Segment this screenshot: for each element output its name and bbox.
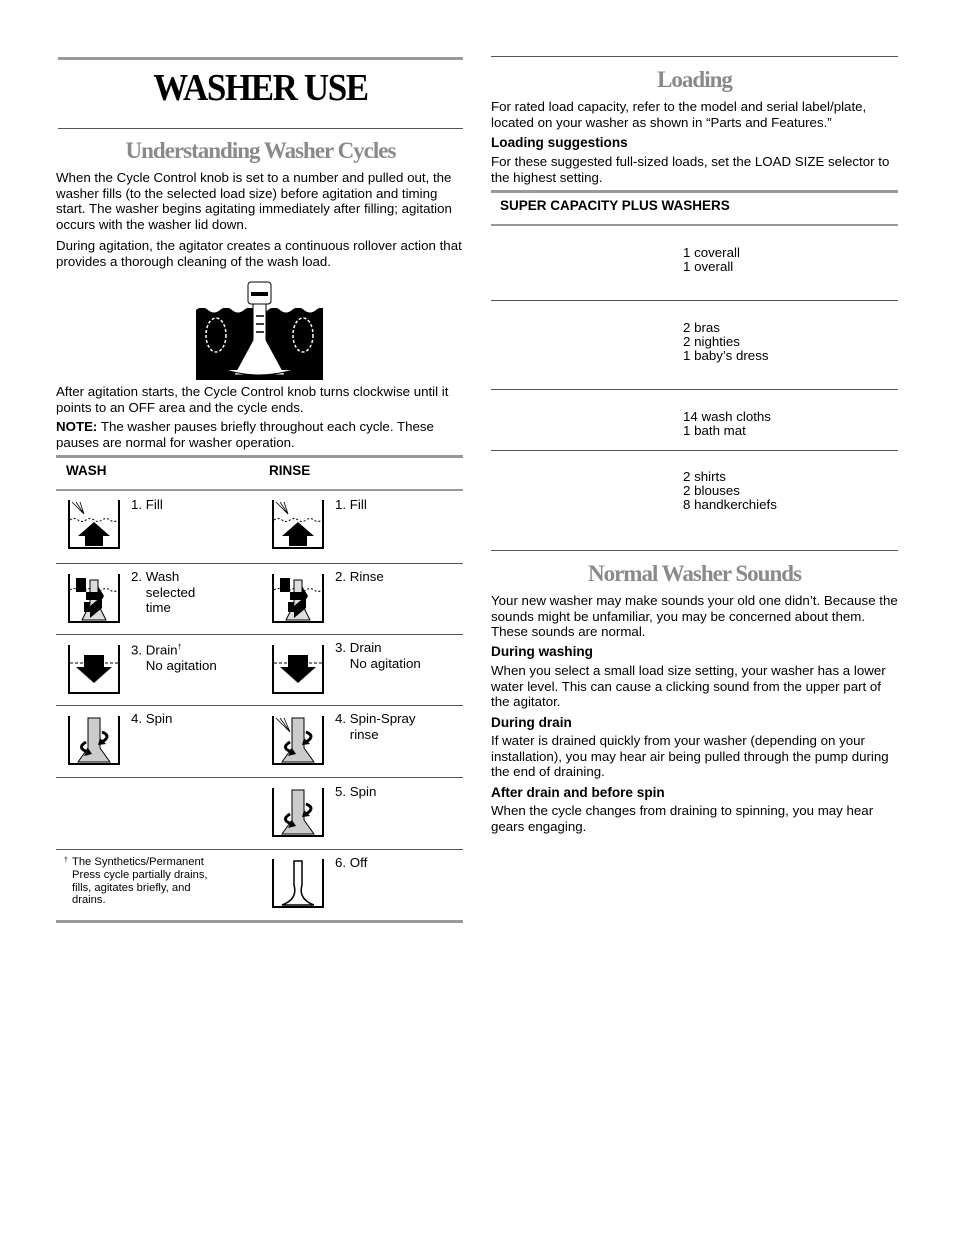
loading-suggestions-paragraph: For these suggested full-sized loads, set the LOAD SIZE selector to the highest setting. (491, 154, 890, 185)
during-drain-paragraph: If water is drained quickly from your washer (depending on your installation), you may hear air being pulled through the pump during the end of draining. (491, 733, 889, 780)
after-drain-paragraph: When the cycle changes from draining to spinning, you may hear gears engaging. (491, 803, 874, 834)
col-header-wash: WASH (66, 463, 107, 478)
row-rule (491, 300, 898, 301)
dagger-mark: † (177, 644, 182, 651)
footnote-mark: † (64, 857, 68, 864)
load-suggestion-2: 2 bras 2 nighties 1 baby’s dress (683, 320, 769, 363)
wash-step-3 (131, 640, 217, 674)
agitate-icon (270, 570, 326, 626)
cycles-paragraph-3: After agitation starts, the Cycle Control knob turns clockwise until it points to an OFF area and the cycle ends. (56, 384, 449, 415)
cycles-paragraph-1: When the Cycle Control knob is set to a number and pulled out, the washer fills (to the selected load size) before agitation and timing start. The washer begins agitating immediately after filling; agitation occurs with the washer lid down. (56, 170, 452, 232)
section-rule (491, 550, 898, 551)
rinse-step-2: 2. Rinse (335, 569, 384, 584)
subheading-after-drain: After drain and before spin (491, 785, 665, 800)
wash-step-3-label: 3. Drain (131, 642, 178, 658)
section-heading-cycles: Understanding Washer Cycles (125, 138, 396, 163)
subheading-during-washing: During washing (491, 644, 593, 659)
wash-step-4: 4. Spin (131, 711, 173, 726)
wash-step-3-note: No agitation (131, 658, 217, 674)
subheading-loading-suggestions: Loading suggestions (491, 135, 628, 150)
row-rule (56, 849, 463, 850)
subheading-during-drain: During drain (491, 715, 572, 730)
loads-table-header-rule (491, 224, 898, 226)
rinse-step-6: 6. Off (335, 855, 368, 870)
col-header-rinse: RINSE (269, 463, 311, 478)
drain-icon (270, 641, 326, 697)
table-header-rule (56, 489, 463, 491)
rinse-step-3: 3. Drain No agitation (335, 640, 421, 671)
row-rule (56, 563, 463, 564)
cycles-paragraph-2: During agitation, the agitator creates a continuous rollover action that provides a thorough cleaning of the wash load. (56, 238, 462, 269)
row-rule (56, 705, 463, 706)
note-label: NOTE: (56, 419, 98, 434)
table-bottom-rule (56, 920, 463, 923)
wash-step-2: 2. Wash selected time (131, 569, 196, 616)
rinse-step-5: 5. Spin (335, 784, 377, 799)
note-text: The washer pauses briefly throughout each cycle. These pauses are normal for washer operation. (56, 419, 434, 450)
row-rule (56, 777, 463, 778)
load-suggestion-1: 1 coverall 1 overall (683, 245, 740, 274)
row-rule (491, 450, 898, 451)
fill-icon (66, 496, 122, 552)
agitator-illustration (196, 280, 323, 380)
note-paragraph (56, 419, 463, 450)
top-rule-right (491, 56, 898, 57)
row-rule (56, 634, 463, 635)
agitate-icon (66, 570, 122, 626)
spin-icon (270, 784, 326, 840)
section-heading-sounds: Normal Washer Sounds (587, 561, 802, 586)
footnote: The Synthetics/Permanent Press cycle partially drains, fills, agitates briefly, and drains. (72, 856, 208, 907)
loads-table-top-rule (491, 190, 898, 193)
load-suggestion-4: 2 shirts 2 blouses 8 handkerchiefs (683, 469, 777, 512)
loads-table-header: SUPER CAPACITY PLUS WASHERS (500, 198, 730, 213)
section-heading-loading: Loading (657, 67, 732, 92)
row-rule (491, 389, 898, 390)
top-rule-left (58, 57, 463, 60)
drain-icon (66, 641, 122, 697)
spin-spray-icon (270, 712, 326, 768)
spin-icon (66, 712, 122, 768)
page-title: WASHER USE (153, 67, 368, 109)
during-washing-paragraph: When you select a small load size setting, your washer has a lower water level. This can cause a clicking sound from the upper part of the agitator. (491, 663, 886, 710)
sounds-paragraph: Your new washer may make sounds your old one didn’t. Because the sounds might be unfamiliar, you may be concerned about them. These sounds are normal. (491, 593, 898, 640)
section-rule (58, 128, 463, 129)
off-icon (270, 855, 326, 911)
rinse-step-4: 4. Spin-Spray rinse (335, 711, 416, 742)
table-top-rule (56, 455, 463, 458)
wash-step-1: 1. Fill (131, 497, 163, 512)
load-suggestion-3: 14 wash cloths 1 bath mat (683, 409, 771, 438)
loading-paragraph: For rated load capacity, refer to the model and serial label/plate, located on your washer as shown in “Parts and Features.” (491, 99, 867, 130)
rinse-step-1: 1. Fill (335, 497, 367, 512)
fill-icon (270, 496, 326, 552)
